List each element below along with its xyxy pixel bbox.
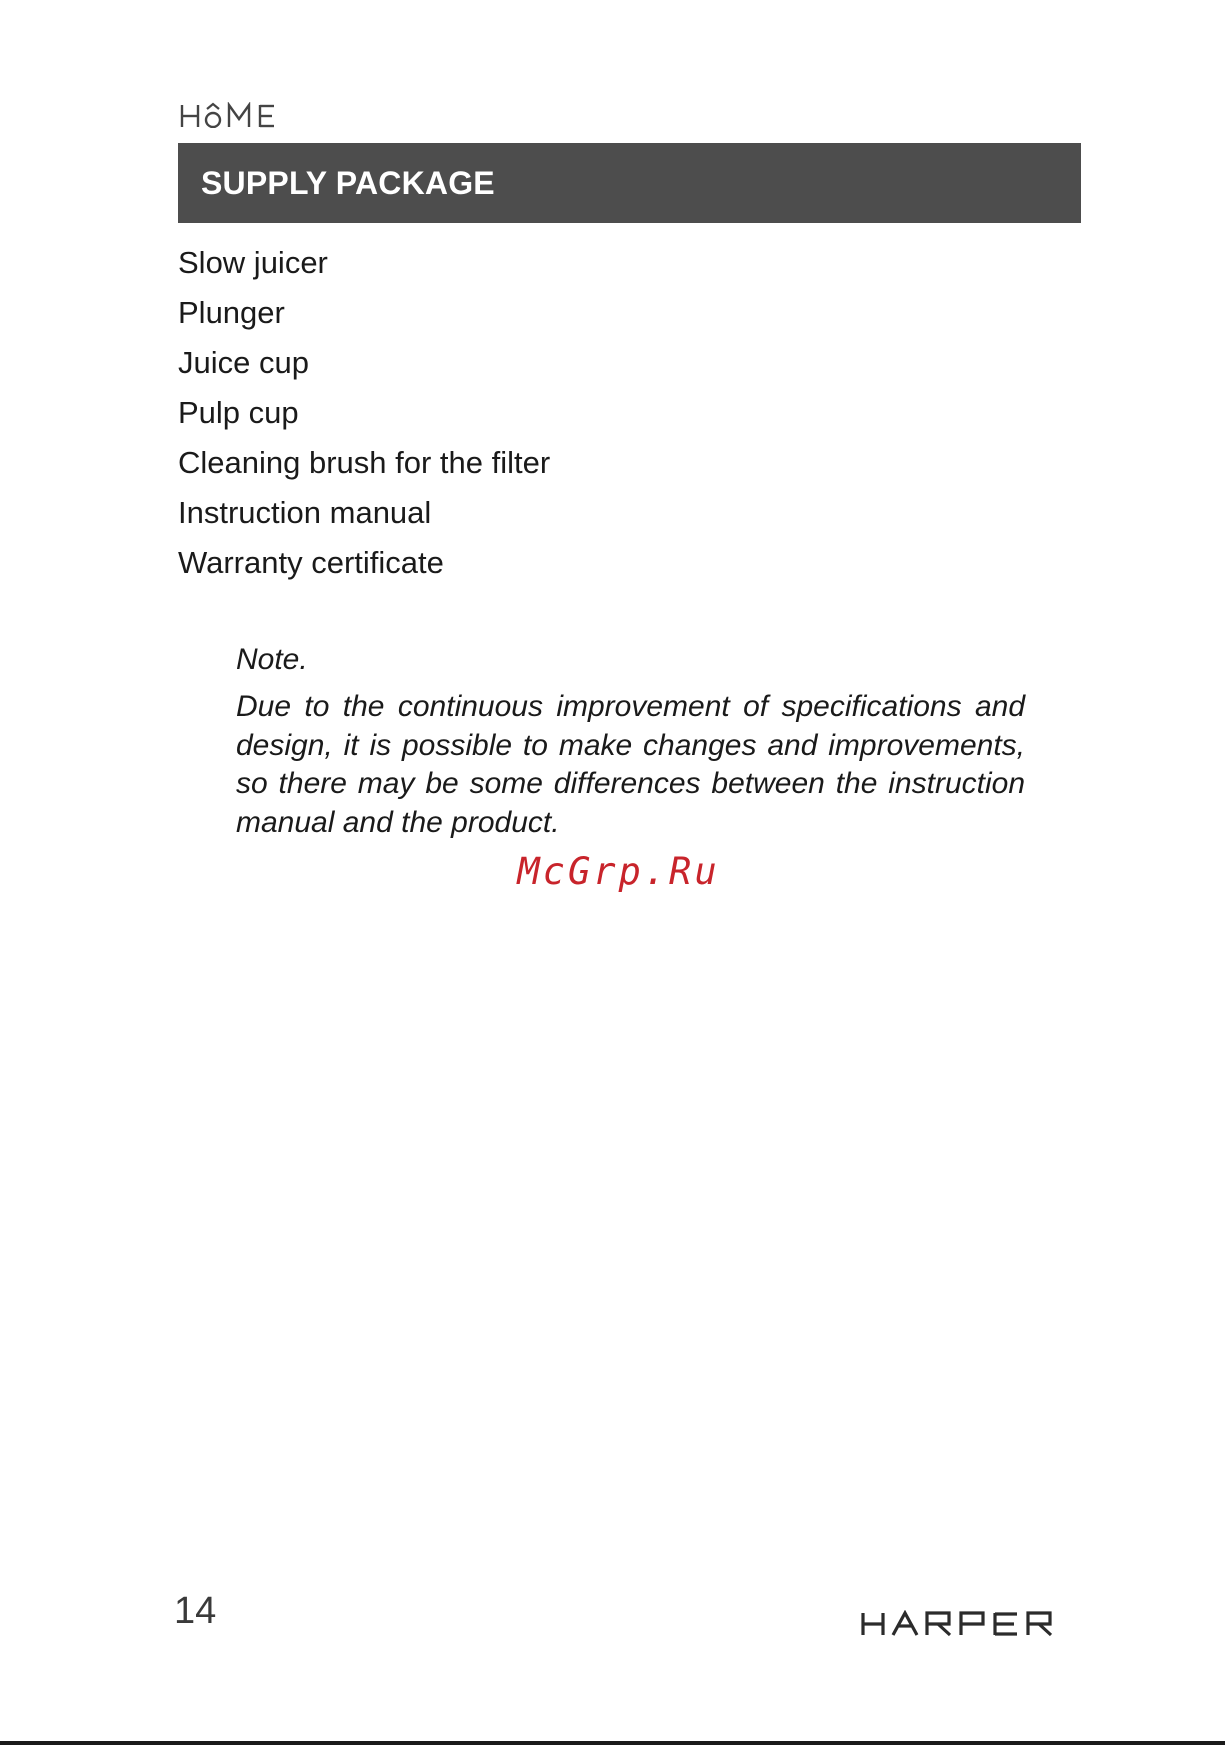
home-logo-icon (180, 102, 290, 128)
note-block (236, 638, 1025, 842)
watermark (0, 850, 1225, 893)
list-item: Slow juicer (178, 245, 328, 280)
harper-logo (860, 1610, 1082, 1638)
section-header (178, 143, 1081, 223)
list-item: Warranty certificate (178, 545, 444, 580)
note-title: Note. (236, 643, 308, 676)
page-number: 14 (174, 1590, 217, 1632)
section-title: SUPPLY PACKAGE (201, 164, 495, 201)
watermark-text: McGrp.Ru (517, 850, 720, 893)
supply-list (178, 238, 550, 588)
list-item: Instruction manual (178, 495, 432, 530)
list-item: Cleaning brush for the filter (178, 445, 551, 480)
list-item: Plunger (178, 295, 285, 330)
list-item: Pulp cup (178, 395, 299, 430)
harper-logo-icon (860, 1610, 1082, 1638)
bottom-rule (0, 1741, 1225, 1745)
home-logo (180, 98, 290, 132)
list-item: Juice cup (178, 345, 309, 380)
note-body: Due to the continuous improvement of specifications and design, it is possible to make changes and improvements, so there may be some differences between the instruction manual and the product. (236, 690, 1025, 839)
